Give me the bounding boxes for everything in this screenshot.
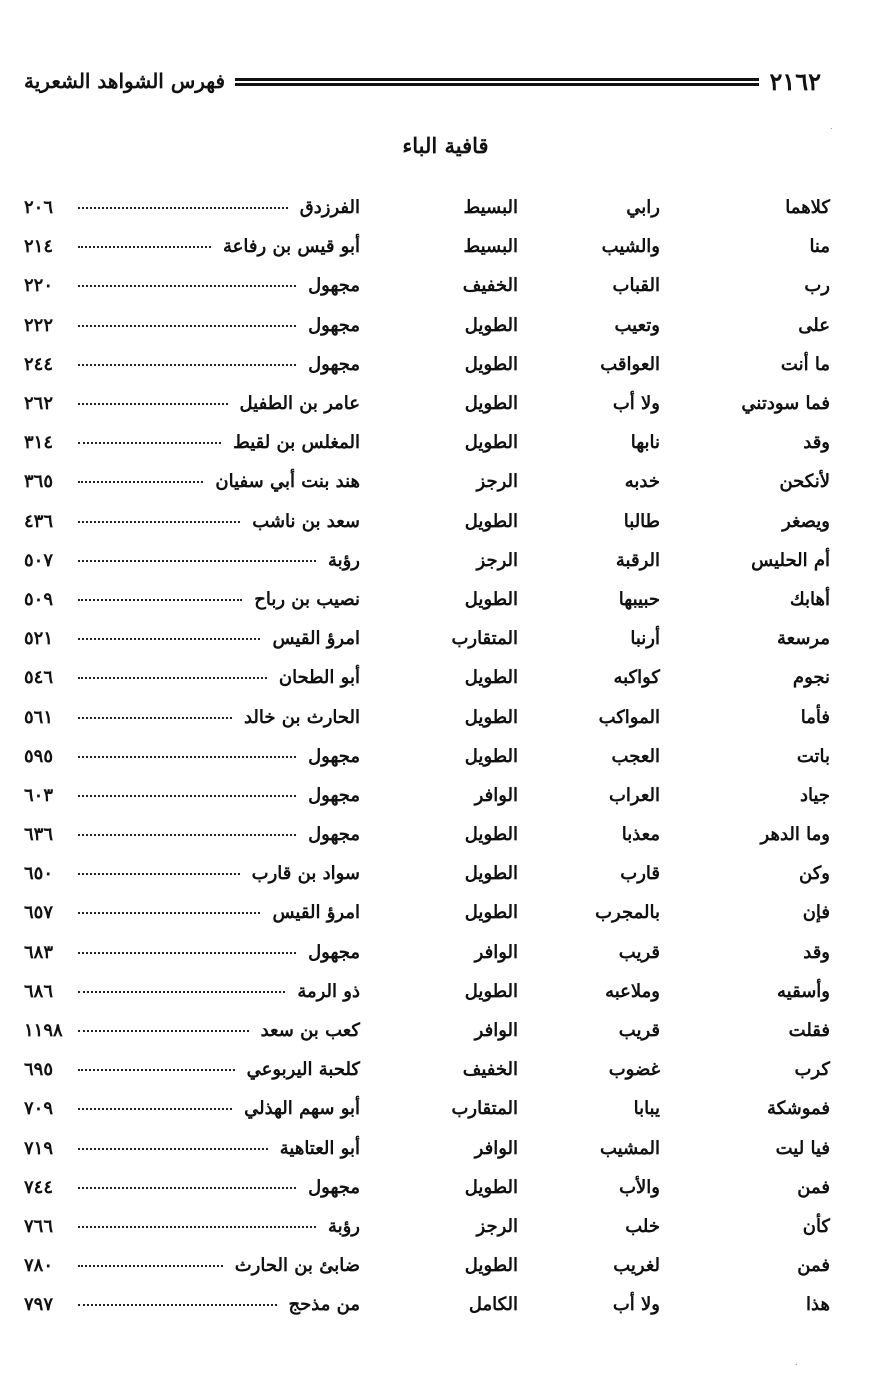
page-reference: ٧٤٤ [24,1176,54,1198]
rhyme-word: طالبا [623,510,660,532]
reference-line [24,863,360,884]
poet-reference [24,972,360,1011]
verse-opening-word: فيا ليت [775,1137,830,1159]
poet-reference [24,776,360,815]
poet-reference [24,893,360,932]
dot-leader [78,991,285,993]
rhyme-word: حبيبها [618,588,660,610]
index-row [24,227,830,266]
verse-opening-word: رب [804,275,830,297]
poet-name: مجهول [308,314,360,336]
dot-leader [78,717,232,719]
poet-name: مجهول [308,745,360,767]
reference-line [24,667,360,688]
rhyme-word: العراب [608,784,660,806]
rhyme-word: رابي [626,197,660,219]
dot-leader [78,873,240,875]
verse-opening-word: منا [809,236,830,258]
poetry-index-table [24,188,830,1324]
poet-reference [24,933,360,972]
index-row [24,580,830,619]
reference-line [24,707,360,728]
index-row [24,423,830,462]
poet-reference [24,1285,360,1324]
index-row [24,266,830,305]
poetic-meter: الطويل [464,824,518,846]
poetic-meter: الطويل [464,745,518,767]
dot-leader [78,912,260,914]
header-rule [235,78,759,86]
poet-reference [24,462,360,501]
dot-leader [78,364,296,366]
page-reference: ٦٨٣ [24,941,54,963]
index-row [24,502,830,541]
rhyme-word: المشيب [599,1137,660,1159]
index-row [24,972,830,1011]
index-row [24,697,830,736]
dot-leader [78,1148,268,1150]
poet-reference [24,384,360,423]
dot-leader [78,795,296,797]
dot-leader [78,1108,232,1110]
dot-leader [78,1069,235,1071]
page-reference: ٧١٩ [24,1137,54,1159]
dot-leader [78,521,240,523]
reference-line [24,1177,360,1198]
poetic-meter: البسيط [463,236,518,258]
header-title: فهرس الشواهد الشعرية [24,69,226,93]
rhyme-word: وملاعبه [605,980,660,1002]
poetic-meter: الطويل [464,706,518,728]
verse-opening-word: فإن [802,902,830,924]
poet-name: ضابئ بن الحارث [234,1255,360,1277]
section-title: قافية الباء [402,133,489,158]
page-reference: ٦٣٦ [24,824,54,846]
poet-reference [24,737,360,776]
poetic-meter: الطويل [464,314,518,336]
dot-leader [78,481,203,483]
reference-line [24,902,360,923]
verse-opening-word: فأما [800,706,830,728]
poetic-meter: الخفيف [462,1059,518,1081]
poet-name: مجهول [308,275,360,297]
page-reference: ٣١٤ [24,432,54,454]
rhyme-word: العجب [611,745,660,767]
index-row [24,188,830,227]
rhyme-word: كواكبه [613,667,660,689]
rhyme-word: الرقبة [615,549,660,571]
poet-reference [24,1011,360,1050]
verse-opening-word: وقد [803,941,830,963]
page-reference: ٢٦٢ [24,393,54,415]
index-row [24,854,830,893]
poetic-meter: الطويل [464,863,518,885]
reference-line [24,1098,360,1119]
verse-opening-word: ما أنت [780,353,830,375]
reference-line [24,589,360,610]
poet-reference [24,1207,360,1246]
poetic-meter: الوافر [474,1020,518,1042]
poet-reference [24,306,360,345]
poet-name: الفرزدق [299,197,360,219]
page-reference: ٢٢٠ [24,275,54,297]
verse-opening-word: هذا [806,1294,830,1316]
poet-name: مجهول [308,941,360,963]
dot-leader [78,560,316,562]
reference-line [24,275,360,296]
index-row [24,1285,830,1324]
reference-line [24,315,360,336]
rhyme-word: بالمجرب [595,902,660,924]
verse-opening-word: وأسقيه [777,980,830,1002]
poetic-meter: المتقارب [451,1098,518,1120]
dot-leader [78,1030,249,1032]
rhyme-word: وتعيب [614,314,660,336]
index-rows [24,188,830,1324]
dot-leader [78,207,288,209]
poet-name: المغلس بن لقيط [233,432,360,454]
page-reference: ٥٤٦ [24,667,54,689]
rhyme-word: غضوب [608,1059,660,1081]
poet-reference [24,502,360,541]
reference-line [24,1216,360,1237]
dot-leader [78,246,211,248]
rhyme-word: خلب [625,1215,660,1237]
poetic-meter: الطويل [464,588,518,610]
index-row [24,384,830,423]
verse-opening-word: فمن [797,1176,830,1198]
reference-line [24,824,360,845]
rhyme-word: لغريب [613,1255,660,1277]
verse-opening-word: باتت [796,745,830,767]
page-reference: ٦٠٣ [24,784,54,806]
poet-name: أبو سهم الهذلي [244,1098,360,1120]
poet-reference [24,619,360,658]
poet-name: من مذحج [288,1294,360,1316]
poet-name: أبو العتاهية [279,1137,360,1159]
index-row [24,619,830,658]
reference-line [24,550,360,571]
rhyme-word: قريب [618,941,660,963]
rhyme-word: نابها [630,432,660,454]
rhyme-word: خدبه [624,471,660,493]
poetic-meter: الطويل [464,980,518,1002]
scan-mark: . [830,122,833,131]
rhyme-word: والشيب [601,236,660,258]
poet-name: مجهول [308,353,360,375]
index-row [24,1246,830,1285]
verse-opening-word: وما الدهر [760,824,830,846]
poetic-meter: الطويل [464,510,518,532]
page-reference: ٧٠٩ [24,1098,54,1120]
poet-name: أبو قيس بن رفاعة [223,236,360,258]
dot-leader [78,756,296,758]
index-row [24,658,830,697]
verse-opening-word: فقلت [788,1020,830,1042]
verse-opening-word: كرب [794,1059,830,1081]
reference-line [24,942,360,963]
rhyme-word: يبابا [633,1098,660,1120]
poetic-meter: الطويل [464,1255,518,1277]
running-header [24,64,821,98]
index-row [24,541,830,580]
reference-line [24,746,360,767]
page-reference: ٥٦١ [24,706,54,728]
poetic-meter: الكامل [468,1294,518,1316]
verse-opening-word: كلاهما [785,197,830,219]
dot-leader [78,1187,296,1189]
poet-reference [24,697,360,736]
page-reference: ٧٩٧ [24,1294,54,1316]
index-row [24,933,830,972]
page-reference: ٦٥٠ [24,863,54,885]
dot-leader [78,325,296,327]
reference-line [24,393,360,414]
poet-reference [24,1246,360,1285]
verse-opening-word: فمن [797,1255,830,1277]
index-row [24,1168,830,1207]
page-reference: ٢٢٢ [24,314,54,336]
index-row [24,1207,830,1246]
poet-name: أبو الطحان [278,667,360,689]
reference-line [24,1059,360,1080]
verse-opening-word: أهابك [789,588,830,610]
dot-leader [78,952,296,954]
poet-name: مجهول [308,824,360,846]
poet-reference [24,345,360,384]
page-reference: ٣٦٥ [24,471,54,493]
page-reference: ٧٦٦ [24,1215,54,1237]
poet-name: سعد بن ناشب [252,510,360,532]
poetic-meter: الطويل [464,353,518,375]
page-reference: ٥٠٧ [24,549,54,571]
poet-name: كلحبة اليربوعي [246,1059,360,1081]
page-number: ٢١٦٢ [769,66,821,96]
dot-leader [78,285,296,287]
page-reference: ٧٨٠ [24,1255,54,1277]
poetic-meter: الطويل [464,393,518,415]
page-reference: ٦٥٧ [24,902,54,924]
poet-reference [24,227,360,266]
verse-opening-word: كأن [802,1215,830,1237]
verse-opening-word: أم الحليس [751,549,830,571]
index-row [24,737,830,776]
dot-leader [78,638,260,640]
poet-name: هند بنت أبي سفيان [215,471,360,493]
poetic-meter: الرجز [476,1215,518,1237]
verse-opening-word: وقد [803,432,830,454]
poetic-meter: الطويل [464,667,518,689]
poetic-meter: الوافر [474,784,518,806]
reference-line [24,432,360,453]
poetic-meter: الوافر [474,1137,518,1159]
verse-opening-word: نجوم [792,667,830,689]
poetic-meter: الطويل [464,432,518,454]
index-row [24,1011,830,1050]
index-row [24,462,830,501]
rhyme-word: ولا أب [612,1294,660,1316]
reference-line [24,1255,360,1276]
poet-name: ذو الرمة [297,980,360,1002]
rhyme-word: المواكب [598,706,660,728]
poetic-meter: الرجز [476,549,518,571]
dot-leader [78,442,221,444]
reference-line [24,471,360,492]
poetic-meter: الطويل [464,902,518,924]
poet-name: امرؤ القيس [272,902,360,924]
page-reference: ٥٢١ [24,628,54,650]
verse-opening-word: على [798,314,830,336]
scan-mark: . [795,1358,798,1367]
page-reference: ١١٩٨ [24,1020,63,1042]
poet-name: رؤبة [327,549,360,571]
dot-leader [78,834,296,836]
verse-opening-word: ويصغر [782,510,830,532]
dot-leader [78,1265,223,1267]
dot-leader [78,1304,277,1306]
dot-leader [78,1226,316,1228]
index-row [24,1129,830,1168]
index-row [24,1089,830,1128]
poet-reference [24,1168,360,1207]
page-reference: ٢٤٤ [24,353,54,375]
reference-line [24,1138,360,1159]
rhyme-word: القباب [612,275,660,297]
poet-reference [24,1050,360,1089]
poet-reference [24,1089,360,1128]
reference-line [24,354,360,375]
poet-reference [24,188,360,227]
index-row [24,345,830,384]
page-reference: ٥٠٩ [24,588,54,610]
index-row [24,306,830,345]
dot-leader [78,403,228,405]
poetic-meter: الخفيف [462,275,518,297]
poet-reference [24,541,360,580]
page-reference: ٢١٤ [24,236,54,258]
poet-reference [24,580,360,619]
reference-line [24,785,360,806]
rhyme-word: العواقب [600,353,660,375]
verse-opening-word: مرسعة [777,628,830,650]
poet-name: سواد بن قارب [251,863,360,885]
reference-line [24,1294,360,1315]
poet-name: رؤبة [327,1215,360,1237]
rhyme-word: ولا أب [612,393,660,415]
poet-name: الحارث بن خالد [243,706,360,728]
verse-opening-word: جياد [799,784,830,806]
dot-leader [78,677,267,679]
verse-opening-word: فما سودتني [741,393,830,415]
page-reference: ٦٩٥ [24,1059,54,1081]
page-reference: ٥٩٥ [24,745,54,767]
poet-name: كعب بن سعد [260,1020,360,1042]
reference-line [24,628,360,649]
poet-reference [24,1129,360,1168]
rhyme-word: قريب [618,1020,660,1042]
verse-opening-word: لأنكحن [779,471,830,493]
poet-name: مجهول [308,784,360,806]
index-row [24,815,830,854]
reference-line [24,236,360,257]
poetic-meter: الطويل [464,1176,518,1198]
poet-reference [24,658,360,697]
poetic-meter: البسيط [463,197,518,219]
poet-name: مجهول [308,1176,360,1198]
verse-opening-word: فموشكة [767,1098,830,1120]
poet-name: عامر بن الطفيل [239,393,360,415]
page-reference: ٤٣٦ [24,510,54,532]
poet-reference [24,854,360,893]
rhyme-word: والأب [619,1176,660,1198]
dot-leader [78,599,242,601]
index-row [24,1050,830,1089]
reference-line [24,511,360,532]
reference-line [24,1020,360,1041]
rhyme-word: معذبا [621,824,660,846]
poet-name: نصيب بن رباح [254,588,360,610]
verse-opening-word: وكن [799,863,830,885]
poet-name: امرؤ القيس [272,628,360,650]
index-row [24,893,830,932]
poet-reference [24,423,360,462]
rhyme-word: قارب [620,863,660,885]
poetic-meter: الرجز [476,471,518,493]
poetic-meter: الوافر [474,941,518,963]
index-row [24,776,830,815]
poet-reference [24,266,360,305]
reference-line [24,197,360,218]
reference-line [24,981,360,1002]
page-reference: ٢٠٦ [24,197,54,219]
page-reference: ٦٨٦ [24,980,54,1002]
rhyme-word: أرنبا [630,628,660,650]
poet-reference [24,815,360,854]
poetic-meter: المتقارب [451,628,518,650]
